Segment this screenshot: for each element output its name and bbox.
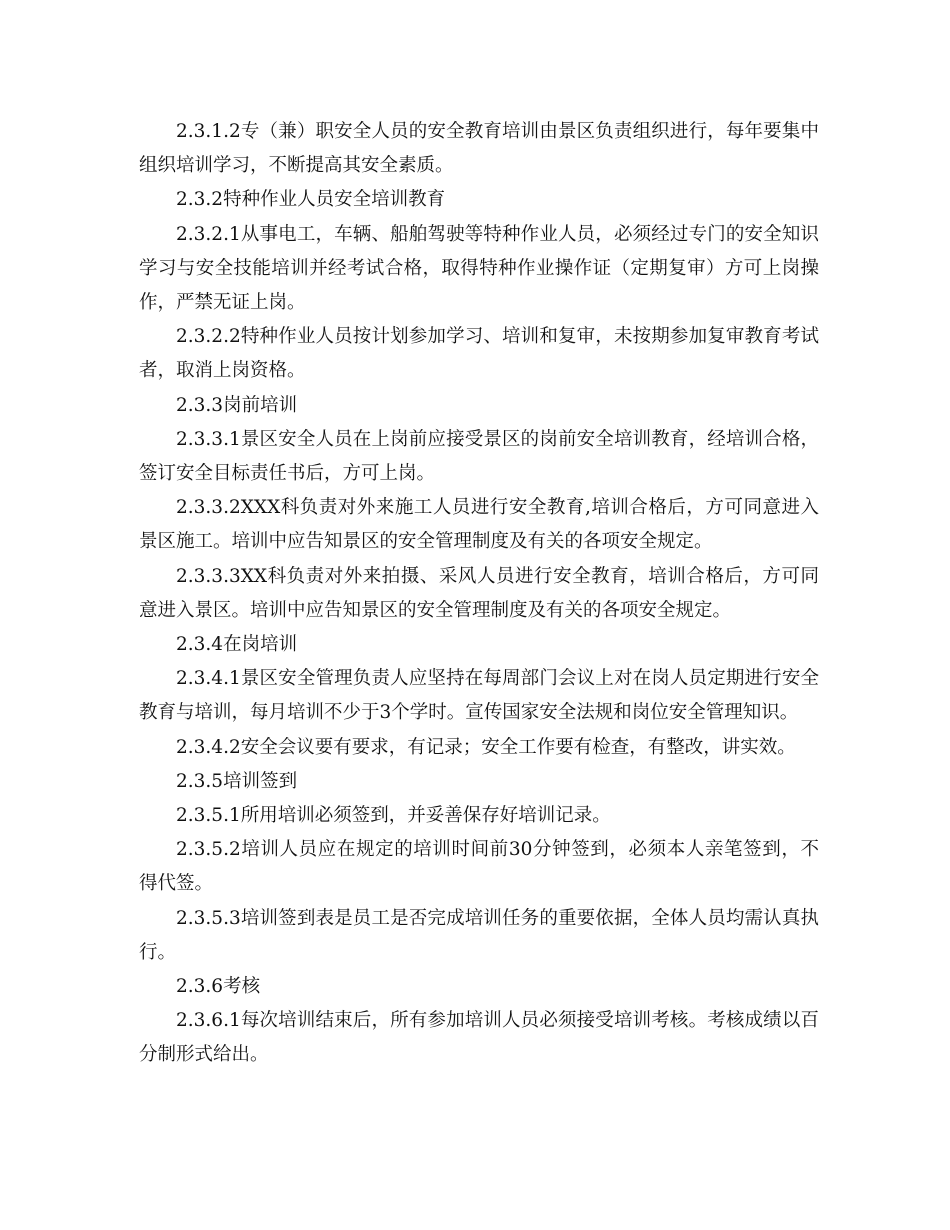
paragraph-2-3-5-3: 2.3.5.3培训签到表是员工是否完成培训任务的重要依据，全体人员均需认真执行。	[139, 907, 819, 963]
document-body	[139, 115, 819, 1073]
section-heading-2-3-3: 2.3.3岗前培训	[176, 394, 298, 416]
section-heading-2-3-4: 2.3.4在岗培训	[176, 634, 298, 656]
paragraph-2-3-5-2: 2.3.5.2培训人员应在规定的培训时间前30分钟签到，必须本人亲笔签到，不得代签。	[139, 839, 819, 895]
paragraph-2-3-4-1: 2.3.4.1景区安全管理负责人应坚持在每周部门会议上对在岗人员定期进行安全教育与培训，每月培训不少于3个学时。宣传国家安全法规和岗位安全管理知识。	[139, 668, 819, 724]
section-heading-2-3-6: 2.3.6考核	[176, 976, 261, 998]
paragraph-2-3-3-1: 2.3.3.1景区安全人员在上岗前应接受景区的岗前安全培训教育，经培训合格，签订安全目标责任书后，方可上岗。	[139, 428, 819, 485]
paragraph-2-3-5-1: 2.3.5.1所用培训必须签到，并妥善保存好培训记录。	[176, 805, 611, 827]
paragraph-2-3-4-2: 2.3.4.2安全会议要有要求，有记录；安全工作要有检查，有整改，讲实效。	[176, 736, 796, 758]
paragraph-2-3-2-1: 2.3.2.1从事电工，车辆、船舶驾驶等特种作业人员，必须经过专门的安全知识学习与安全技能培训并经考试合格，取得特种作业操作证（定期复审）方可上岗操作，严禁无证上岗。	[139, 223, 819, 314]
paragraph-2-3-1-2: 2.3.1.2专（兼）职安全人员的安全教育培训由景区负责组织进行，每年要集中组织培训学习，不断提高其安全素质。	[139, 121, 819, 177]
paragraph-2-3-2-2: 2.3.2.2特种作业人员按计划参加学习、培训和复审，未按期参加复审教育考试者，取消上岗资格。	[139, 326, 819, 382]
section-heading-2-3-5: 2.3.5培训签到	[176, 770, 298, 792]
paragraph-2-3-3-3: 2.3.3.3XX科负责对外来拍摄、采风人员进行安全教育，培训合格后，方可同意进入景区。培训中应告知景区的安全管理制度及有关的各项安全规定。	[139, 565, 819, 621]
paragraph-2-3-6-1: 2.3.6.1每次培训结束后，所有参加培训人员必须接受培训考核。考核成绩以百分制形式给出。	[139, 1010, 819, 1066]
paragraph-2-3-3-2: 2.3.3.2XXX科负责对外来施工人员进行安全教育,培训合格后，方可同意进入景区施工。培训中应告知景区的安全管理制度及有关的各项安全规定。	[139, 497, 819, 553]
section-heading-2-3-2: 2.3.2特种作业人员安全培训教育	[176, 189, 446, 211]
